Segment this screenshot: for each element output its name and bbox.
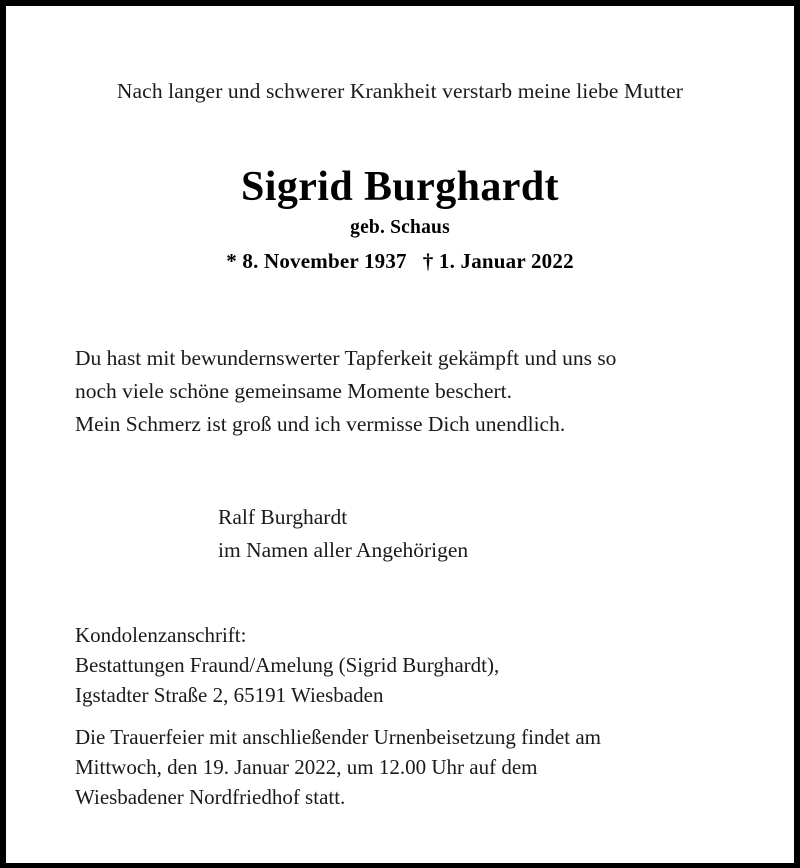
deceased-maiden-name: geb. Schaus <box>350 217 450 238</box>
service-line: Die Trauerfeier mit anschließender Urnenbeisetzung findet am <box>75 725 601 749</box>
condolence-heading: Kondolenzanschrift: <box>75 623 247 647</box>
condolence-street-city: Igstadter Straße 2, 65191 Wiesbaden <box>75 683 384 707</box>
signature-block <box>218 501 734 567</box>
deceased-full-name: Sigrid Burghardt <box>241 164 559 210</box>
opening-statement-text: Nach langer und schwerer Krankheit verstarb meine liebe Mutter <box>116 79 684 103</box>
death-date-text: † 1. Januar 2022 <box>422 249 574 273</box>
signatory-relation: im Namen aller Angehörigen <box>218 538 469 562</box>
eulogy-line: Du hast mit bewundernswerter Tapferkeit gekämpft und uns so <box>75 346 617 370</box>
condolence-organisation: Bestattungen Fraund/Amelung (Sigrid Burghardt), <box>75 653 500 677</box>
service-line: Wiesbadener Nordfriedhof statt. <box>75 785 346 809</box>
eulogy-text <box>75 342 734 441</box>
deceased-life-dates <box>6 248 794 275</box>
service-line: Mittwoch, den 19. Januar 2022, um 12.00 Uhr auf dem <box>75 755 538 779</box>
funeral-service-block <box>75 722 749 812</box>
opening-statement <box>6 76 794 106</box>
signatory-name: Ralf Burghardt <box>218 505 348 529</box>
condolence-address-block <box>75 620 744 710</box>
obituary-content <box>6 6 794 863</box>
deceased-name-block <box>6 162 794 275</box>
eulogy-line: noch viele schöne gemeinsame Momente beschert. <box>75 379 513 403</box>
birth-date-text: * 8. November 1937 <box>226 249 407 273</box>
eulogy-line: Mein Schmerz ist groß und ich vermisse Dich unendlich. <box>75 412 566 436</box>
